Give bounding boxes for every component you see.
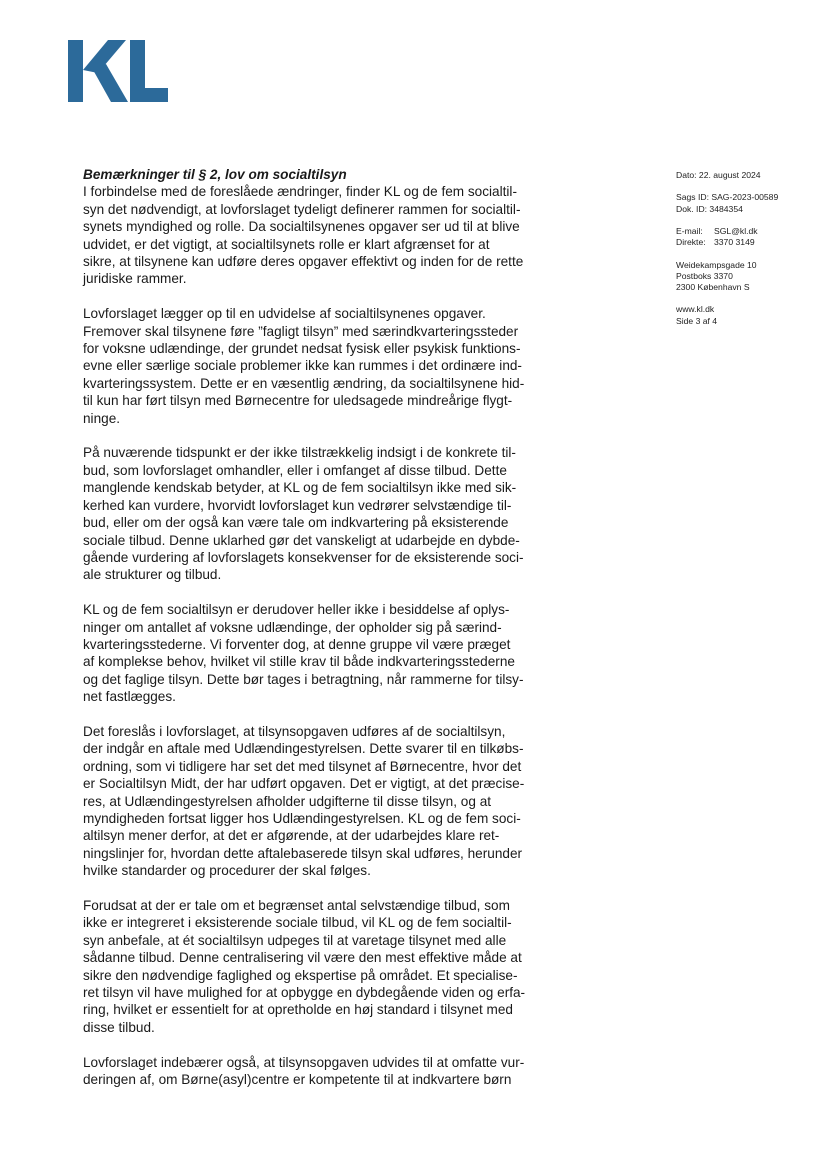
kl-logo-mark	[68, 40, 168, 102]
direkte-value: 3370 3149	[714, 237, 755, 248]
direkte-row	[676, 237, 821, 248]
email-value[interactable]: SGL@kl.dk	[714, 225, 758, 236]
paragraph: Lovforslaget lægger op til en udvidelse af socialtilsynenes opgaver. Fremover skal tilsynene føre ”fagligt tilsyn” med særindkvarteringssteder for voksne udlændinge, der grundet nedsat fysisk eller psykisk funktions- evne eller særlige sociale problemer ikke kan rummes i det ordinære ind- kvarteringssystem. Dette er en væsentlig ændring, da socialtilsynene hid- til kun har ført tilsyn med Børnecentre for uledsagede mindreårige flygt- ninge.	[83, 306, 525, 426]
email-row	[676, 226, 821, 237]
ids-group	[676, 192, 821, 214]
paragraph: KL og de fem socialtilsyn er derudover heller ikke i besiddelse af oplys- ninger om antallet af voksne udlændinge, der opholder sig på særind- kvarteringsstederne. Vi forventer dog, at denne gruppe vil være præget af komplekse behov, hvilket vil stille krav til både indkvarteringsstederne og det faglige tilsyn. Dette bør tages i betragtning, når rammerne for tilsy- net fastlægges.	[83, 602, 524, 705]
web-group	[676, 304, 821, 326]
paragraphs	[83, 183, 558, 1088]
dok-id: Dok. ID: 3484354	[676, 203, 743, 214]
address-postbox: Postboks 3370	[676, 270, 733, 281]
sags-id: Sags ID: SAG-2023-00589	[676, 192, 779, 203]
website[interactable]: www.kl.dk	[676, 304, 715, 315]
section-heading: Bemærkninger til § 2, lov om socialtilsyn	[83, 167, 347, 182]
paragraph: Lovforslaget indebærer også, at tilsynsopgaven udvides til at omfatte vur- deringen af, om Børne(asyl)centre er kompetente til at indkvartere børn	[83, 1054, 525, 1088]
contact-group	[676, 226, 821, 248]
date: Dato: 22. august 2024	[676, 170, 761, 180]
kl-logo	[68, 40, 168, 102]
date-group	[676, 170, 821, 181]
page-number: Side 3 af 4	[676, 315, 718, 326]
address-group	[676, 260, 821, 294]
address-street: Weidekampsgade 10	[676, 259, 757, 270]
letter-meta-sidebar	[676, 170, 821, 338]
paragraph: Det foreslås i lovforslaget, at tilsynsopgaven udføres af de socialtilsyn, der indgår en aftale med Udlændingestyrelsen. Dette svarer til en tilkøbs- ordning, som vi tidligere har set det med tilsynet af Børnecentre, hvor det er Socialtilsyn Midt, der har udført opgaven. Det er vigtigt, at det præcise- res, at Udlændingestyrelsen afholder udgifterne til disse tilsyn, og at myndigheden fortsat ligger hos Udlændingestyrelsen. KL og de fem soci- altilsyn mener derfor, at det er afgørende, at der udarbejdes klare ret- ningslinjer for, hvordan dette aftalebaserede tilsyn skal udføres, herunder hvilke standarder og procedurer der skal følges.	[83, 723, 525, 879]
paragraph: Forudsat at der er tale om et begrænset antal selvstændige tilbud, som ikke er integreret i eksisterende sociale tilbud, vil KL og de fem socialtil- syn anbefale, at ét socialtilsyn udpeges til at varetage tilsynet med alle sådanne tilbud. Denne centralisering vil være den mest effektive måde at sikre den nødvendige faglighed og ekspertise på området. Et specialise- ret tilsyn vil have mulighed for at opbygge en dybdegående viden og erfa- ring, hvilket er essentielt for at opretholde en høj standard i tilsynet med disse tilbud.	[83, 897, 526, 1035]
letter-body	[83, 166, 558, 1106]
address-city: 2300 København S	[676, 281, 750, 292]
paragraph: I forbindelse med de foreslåede ændringer, finder KL og de fem socialtil- syn det nødvendigt, at lovforslaget tydeligt definerer rammen for socialtil- synets myndighed og rolle. Da socialtilsynenes opgaver ser ud til at blive udvidet, er det vigtigt, at socialtilsynets rolle er klart afgrænset for at sikre, at tilsynene kan udføre deres opgaver effektivt og inden for de rette juridiske rammer.	[83, 184, 524, 287]
email-label: E-mail:	[676, 225, 703, 236]
direkte-label: Direkte:	[676, 237, 706, 248]
paragraph: På nuværende tidspunkt er der ikke tilstrækkelig indsigt i de konkrete til- bud, som lovforslaget omhandler, eller i omfanget af disse tilbud. Dette manglende kendskab betyder, at KL og de fem socialtilsyn ikke med sik- kerhed kan vurdere, hvorvidt lovforslaget kun vedrører selvstændige til- bud, eller om der også kan være tale om indkvartering på eksisterende sociale tilbud. Denne uklarhed gør det vanskeligt at udarbejde en dybde- gående vurdering af lovforslagets konsekvenser for de eksisterende soci- ale strukturer og tilbud.	[83, 445, 524, 583]
